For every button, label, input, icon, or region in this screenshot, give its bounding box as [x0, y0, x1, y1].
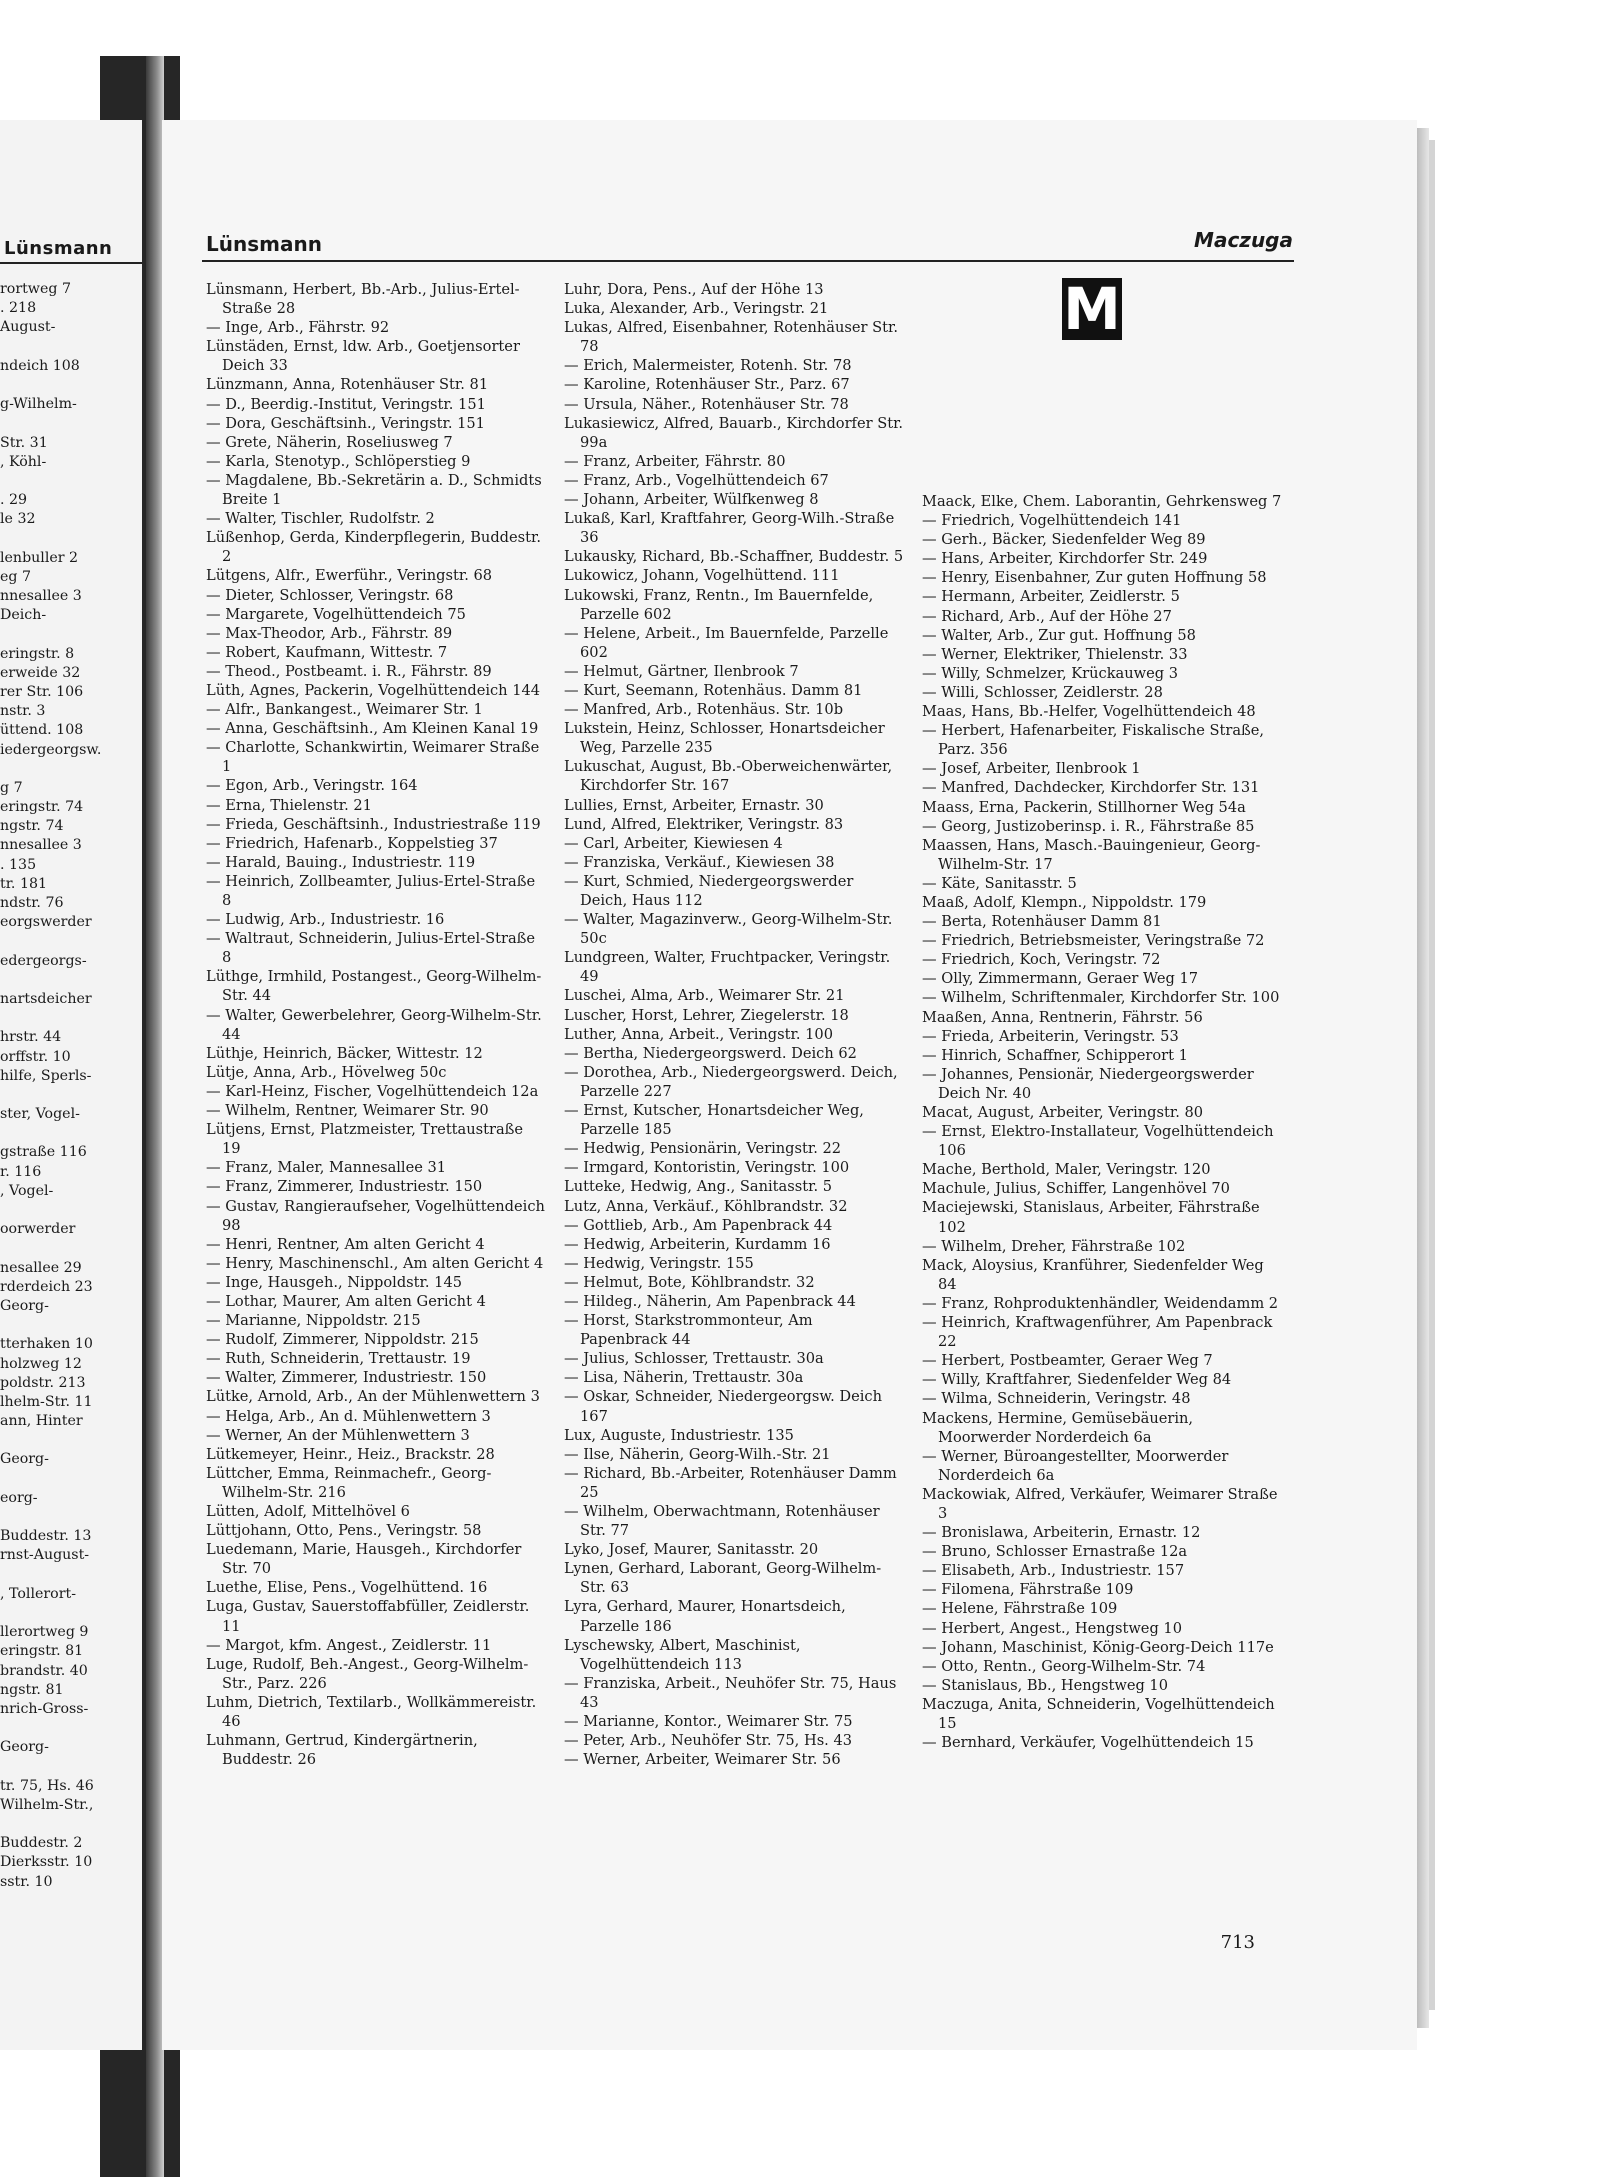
directory-entry: — Lisa, Näherin, Trettaustr. 30a — [564, 1369, 804, 1387]
directory-entry: Lüttjohann, Otto, Pens., Veringstr. 58 — [206, 1522, 482, 1540]
left-page-line: . 135 — [0, 856, 37, 873]
left-page-line: holzweg 12 — [0, 1355, 82, 1372]
directory-entry: Lüßenhop, Gerda, Kinderpflegerin, Buddestr. 2 — [206, 529, 542, 566]
directory-entry: — D., Beerdig.-Institut, Veringstr. 151 — [206, 395, 486, 413]
directory-entry: Mackowiak, Alfred, Verkäufer, Weimarer Straße 3 — [922, 1485, 1278, 1522]
directory-entry: Lüthje, Heinrich, Bäcker, Wittestr. 12 — [206, 1044, 483, 1062]
left-page-line: Georg- — [0, 1451, 49, 1468]
directory-entry: — Bruno, Schlosser Ernastraße 12a — [922, 1543, 1188, 1561]
left-page-line: nnesallee 3 — [0, 588, 82, 604]
directory-entry: — Bernhard, Verkäufer, Vogelhüttendeich 15 — [922, 1734, 1254, 1752]
left-page-line: eg 7 — [0, 568, 32, 585]
left-page-line: le 32 — [0, 511, 36, 528]
directory-entry: — Carl, Arbeiter, Kiewiesen 4 — [564, 834, 783, 852]
directory-entry: — Max-Theodor, Arb., Fährstr. 89 — [206, 624, 453, 642]
directory-entry: — Käte, Sanitasstr. 5 — [922, 874, 1077, 892]
left-page-line — [0, 1009, 142, 1028]
directory-entry: — Margarete, Vogelhüttendeich 75 — [206, 605, 466, 623]
directory-entry: — Henry, Maschinenschl., Am alten Gericht 4 — [206, 1254, 544, 1272]
directory-entry: — Irmgard, Kontoristin, Veringstr. 100 — [564, 1159, 850, 1177]
directory-entry: — Hildeg., Näherin, Am Papenbrack 44 — [564, 1292, 856, 1310]
left-page-line: eringstr. 74 — [0, 799, 84, 816]
left-page-line: ndstr. 76 — [0, 895, 64, 911]
left-page-line: ster, Vogel- — [0, 1106, 80, 1123]
directory-entry: Luhm, Dietrich, Textilarb., Wollkämmereistr. 46 — [206, 1693, 537, 1731]
directory-entry: Mack, Aloysius, Kranführer, Siedenfelder Weg 84 — [922, 1256, 1264, 1293]
directory-entry: — Henri, Rentner, Am alten Gericht 4 — [206, 1235, 485, 1253]
left-page-line — [0, 1815, 142, 1834]
left-page-line: August- — [0, 319, 56, 336]
directory-entry: Maciejewski, Stanislaus, Arbeiter, Fährstraße 102 — [922, 1199, 1260, 1236]
left-page-line: eringstr. 8 — [0, 645, 75, 662]
directory-entry: — Wilhelm, Dreher, Fährstraße 102 — [922, 1237, 1186, 1255]
directory-entry: — Anna, Geschäftsinh., Am Kleinen Kanal 19 — [206, 720, 539, 738]
directory-entry: — Dorothea, Arb., Niedergeorgswerd. Deich, Parzelle 227 — [564, 1063, 898, 1100]
left-page-line: Georg- — [0, 1297, 49, 1314]
directory-entry: — Berta, Rotenhäuser Damm 81 — [922, 913, 1162, 931]
left-page-line — [0, 1201, 142, 1220]
directory-entry: Lutz, Anna, Verkäuf., Köhlbrandstr. 32 — [564, 1197, 848, 1215]
left-page-line — [0, 529, 142, 548]
left-page-line: eringstr. 81 — [0, 1643, 84, 1660]
directory-entry: — Henry, Eisenbahner, Zur guten Hoffnung 58 — [922, 569, 1267, 587]
directory-entry: — Heinrich, Zollbeamter, Julius-Ertel-Straße 8 — [206, 872, 536, 909]
directory-entry: — Stanislaus, Bb., Hengstweg 10 — [922, 1676, 1169, 1694]
directory-entry: — Richard, Bb.-Arbeiter, Rotenhäuser Damm 25 — [564, 1464, 897, 1501]
directory-entry: Luka, Alexander, Arb., Veringstr. 21 — [564, 300, 829, 318]
directory-entry: — Marianne, Kontor., Weimarer Str. 75 — [564, 1713, 853, 1731]
directory-entry: — Karla, Stenotyp., Schlöperstieg 9 — [206, 452, 471, 470]
directory-entry: — Wilhelm, Schriftenmaler, Kirchdorfer Str. 100 — [922, 989, 1280, 1007]
left-page-line: lhelm-Str. 11 — [0, 1393, 93, 1410]
directory-entry: Lyschewsky, Albert, Maschinist, Vogelhüttendeich 113 — [564, 1636, 801, 1673]
directory-entry: — Karoline, Rotenhäuser Str., Parz. 67 — [564, 376, 850, 394]
directory-entry: — Manfred, Dachdecker, Kirchdorfer Str. 131 — [922, 779, 1260, 797]
directory-entry: Mache, Berthold, Maler, Veringstr. 120 — [922, 1161, 1211, 1179]
directory-entry: Lukaß, Karl, Kraftfahrer, Georg-Wilh.-Straße 36 — [564, 510, 895, 547]
left-page-line: g-Wilhelm- — [0, 396, 77, 413]
directory-entry: — Erna, Thielenstr. 21 — [206, 796, 372, 814]
directory-entry: — Grete, Näherin, Roseliusweg 7 — [206, 433, 453, 451]
directory-entry: Lukuschat, August, Bb.-Oberweichenwärter, Kirchdorfer Str. 167 — [564, 758, 893, 795]
directory-entry: — Inge, Hausgeh., Nippoldstr. 145 — [206, 1273, 463, 1291]
directory-entry: — Werner, An der Mühlenwettern 3 — [206, 1426, 470, 1444]
directory-entry: — Lothar, Maurer, Am alten Gericht 4 — [206, 1292, 486, 1310]
directory-entry: Lukowicz, Johann, Vogelhüttend. 111 — [564, 567, 840, 585]
directory-entry: — Helene, Arbeit., Im Bauernfelde, Parzelle 602 — [564, 624, 889, 661]
directory-entry: — Johann, Maschinist, König-Georg-Deich 117e — [922, 1638, 1274, 1656]
left-page-line — [0, 1566, 142, 1585]
directory-entry: — Rudolf, Zimmerer, Nippoldstr. 215 — [206, 1331, 479, 1349]
directory-entry: Maaß, Adolf, Klempn., Nippoldstr. 179 — [922, 893, 1207, 911]
left-page-line — [0, 1239, 142, 1258]
directory-entry: — Helga, Arb., An d. Mühlenwettern 3 — [206, 1407, 491, 1425]
directory-entry: — Margot, kfm. Angest., Zeidlerstr. 11 — [206, 1636, 492, 1654]
directory-entry: — Johann, Arbeiter, Wülfkenweg 8 — [564, 491, 819, 509]
left-page-line — [0, 1719, 142, 1738]
left-page-line: rer Str. 106 — [0, 683, 84, 700]
directory-entry: Lukowski, Franz, Rentn., Im Bauernfelde, Parzelle 602 — [564, 586, 874, 623]
left-page-header: Lünsmann — [4, 238, 113, 259]
directory-entry: — Josef, Arbeiter, Ilenbrook 1 — [922, 760, 1141, 778]
directory-entry: — Hedwig, Pensionärin, Veringstr. 22 — [564, 1140, 842, 1158]
directory-entry: — Theod., Postbeamt. i. R., Fährstr. 89 — [206, 662, 492, 680]
directory-entry: Maack, Elke, Chem. Laborantin, Gehrkensweg 7 — [922, 493, 1282, 510]
directory-entry: — Dora, Geschäftsinh., Veringstr. 151 — [206, 414, 485, 432]
left-page-line — [0, 376, 142, 395]
left-page-line: hrstr. 44 — [0, 1029, 62, 1046]
left-page-line: ndeich 108 — [0, 357, 80, 374]
left-page-line: gstraße 116 — [0, 1144, 87, 1161]
left-page-line: tterhaken 10 — [0, 1336, 93, 1353]
left-page-line: , Köhl- — [0, 453, 47, 470]
left-page-line: r. 116 — [0, 1163, 42, 1180]
left-page-line — [0, 1508, 142, 1527]
directory-entry: Lukausky, Richard, Bb.-Schaffner, Buddestr. 5 — [564, 548, 904, 566]
directory-entry: Luge, Rudolf, Beh.-Angest., Georg-Wilhelm-Str., Parz. 226 — [206, 1655, 529, 1692]
directory-entry: — Julius, Schlosser, Trettaustr. 30a — [564, 1350, 824, 1368]
left-page-line: ann, Hinter — [0, 1413, 83, 1430]
directory-entry: Lullies, Ernst, Arbeiter, Ernastr. 30 — [564, 796, 824, 814]
left-page-line: Dierksstr. 10 — [0, 1854, 93, 1871]
directory-entry: Luhmann, Gertrud, Kindergärtnerin, Buddestr. 26 — [206, 1732, 478, 1769]
directory-entry: — Magdalene, Bb.-Sekretärin a. D., Schmidts Breite 1 — [206, 471, 542, 509]
page-edge — [1417, 128, 1429, 2028]
left-page-line: oorwerder — [0, 1221, 76, 1238]
directory-entry: Lyko, Josef, Maurer, Sanitasstr. 20 — [564, 1541, 819, 1559]
left-page-line: Str. 31 — [0, 434, 48, 451]
running-head-left: Lünsmann — [206, 232, 322, 256]
directory-entry: Macat, August, Arbeiter, Veringstr. 80 — [922, 1104, 1204, 1121]
left-page-line: rderdeich 23 — [0, 1278, 93, 1295]
directory-entry: Lünstäden, Ernst, ldw. Arb., Goetjensorter Deich 33 — [206, 338, 520, 375]
directory-entry: Lüttcher, Emma, Reinmachefr., Georg-Wilhelm-Str. 216 — [206, 1464, 492, 1501]
directory-entry: Luethe, Elise, Pens., Vogelhüttend. 16 — [206, 1579, 488, 1597]
directory-entry: — Richard, Arb., Auf der Höhe 27 — [922, 607, 1172, 625]
directory-entry: — Johannes, Pensionär, Niedergeorgswerder Deich Nr. 40 — [922, 1065, 1254, 1102]
directory-entry: — Herbert, Postbeamter, Geraer Weg 7 — [922, 1352, 1213, 1370]
left-page-line: edergeorgs- — [0, 952, 87, 969]
directory-entry: — Olly, Zimmermann, Geraer Weg 17 — [922, 970, 1199, 988]
directory-entry: Luhr, Dora, Pens., Auf der Höhe 13 — [564, 281, 824, 298]
directory-entry: — Werner, Büroangestellter, Moorwerder Norderdeich 6a — [922, 1447, 1229, 1484]
left-page-line: eorgswerder — [0, 914, 92, 931]
left-page-line — [0, 1316, 142, 1335]
directory-entry: — Friedrich, Koch, Veringstr. 72 — [922, 951, 1161, 969]
directory-entry: — Waltraut, Schneiderin, Julius-Ertel-Straße 8 — [206, 930, 536, 967]
directory-entry: Lundgreen, Walter, Fruchtpacker, Veringstr. 49 — [564, 949, 891, 986]
section-letter: M — [1063, 275, 1121, 343]
left-page-line: ngstr. 81 — [0, 1681, 64, 1698]
left-page-line: orffstr. 10 — [0, 1048, 71, 1065]
left-page-line: Wilhelm-Str., — [0, 1796, 94, 1813]
left-page-line: Deich- — [0, 607, 47, 624]
left-page-line: rortweg 7 — [0, 281, 71, 297]
left-page — [0, 120, 142, 2050]
directory-entry: — Harald, Bauing., Industriestr. 119 — [206, 853, 476, 871]
directory-entry: Lünsmann, Herbert, Bb.-Arb., Julius-Ertel-Straße 28 — [206, 281, 520, 318]
directory-entry: — Willy, Schmelzer, Krückauweg 3 — [922, 664, 1179, 682]
directory-entry: — Werner, Elektriker, Thielenstr. 33 — [922, 645, 1188, 663]
directory-entry: Lütten, Adolf, Mittelhövel 6 — [206, 1503, 410, 1520]
directory-entry: — Franz, Rohproduktenhändler, Weidendamm 2 — [922, 1294, 1279, 1312]
directory-entry: — Franz, Maler, Mannesallee 31 — [206, 1159, 447, 1177]
directory-entry: — Herbert, Angest., Hengstweg 10 — [922, 1619, 1182, 1637]
left-page-line: rnst-August- — [0, 1547, 90, 1564]
directory-entry: — Karl-Heinz, Fischer, Vogelhüttendeich 12a — [206, 1082, 539, 1100]
header-rule — [202, 260, 1294, 262]
directory-entry: — Heinrich, Kraftwagenführer, Am Papenbrack 22 — [922, 1314, 1273, 1351]
directory-entry: Lyra, Gerhard, Maurer, Honartsdeich, Parzelle 186 — [564, 1598, 846, 1635]
directory-entry: — Gottlieb, Arb., Am Papenbrack 44 — [564, 1216, 833, 1234]
left-header-rule — [0, 262, 142, 264]
directory-entry: Lukstein, Heinz, Schlosser, Honartsdeicher Weg, Parzelle 235 — [564, 720, 885, 757]
directory-entry: — Wilhelm, Oberwachtmann, Rotenhäuser Str. 77 — [564, 1503, 880, 1540]
directory-entry: — Willy, Kraftfahrer, Siedenfelder Weg 84 — [922, 1371, 1232, 1389]
directory-entry: — Kurt, Seemann, Rotenhäus. Damm 81 — [564, 681, 863, 699]
directory-entry: Machule, Julius, Schiffer, Langenhövel 70 — [922, 1180, 1230, 1198]
directory-entry: Lux, Auguste, Industriestr. 135 — [564, 1426, 794, 1444]
left-page-line — [0, 1604, 142, 1623]
directory-entry: Mackens, Hermine, Gemüsebäuerin, Moorwerder Norderdeich 6a — [922, 1409, 1194, 1446]
left-page-line: nstr. 3 — [0, 703, 46, 720]
directory-entry: — Franz, Zimmerer, Industriestr. 150 — [206, 1178, 483, 1196]
directory-entry: Maaßen, Anna, Rentnerin, Fährstr. 56 — [922, 1008, 1203, 1026]
directory-entry: — Gustav, Rangieraufseher, Vogelhüttendeich 98 — [206, 1197, 545, 1234]
directory-entry: Lukasiewicz, Alfred, Bauarb., Kirchdorfer Str. 99a — [564, 414, 904, 451]
directory-entry: — Elisabeth, Arb., Industriestr. 157 — [922, 1562, 1185, 1580]
left-page-line: Buddestr. 2 — [0, 1835, 83, 1852]
directory-entry: — Horst, Starkstrommonteur, Am Papenbrack 44 — [564, 1312, 813, 1349]
directory-entry: — Hinrich, Schaffner, Schipperort 1 — [922, 1046, 1188, 1064]
left-page-line: nrich-Gross- — [0, 1700, 89, 1717]
directory-entry: — Hans, Arbeiter, Kirchdorfer Str. 249 — [922, 550, 1208, 568]
directory-entry: — Walter, Arb., Zur gut. Hoffnung 58 — [922, 626, 1196, 644]
left-page-line — [0, 472, 142, 491]
directory-entry: Lünzmann, Anna, Rotenhäuser Str. 81 — [206, 376, 489, 394]
left-page-line: tr. 75, Hs. 46 — [0, 1777, 94, 1794]
left-page-line: tr. 181 — [0, 875, 48, 892]
directory-column-3 — [922, 492, 1282, 1752]
directory-entry: Luschei, Alma, Arb., Weimarer Str. 21 — [564, 987, 845, 1005]
left-page-line — [0, 1124, 142, 1143]
left-page-line — [0, 932, 142, 951]
directory-entry: — Friedrich, Hafenarb., Koppelstieg 37 — [206, 834, 498, 852]
directory-entry: — Alfr., Bankangest., Weimarer Str. 1 — [206, 701, 483, 719]
page-edge-inner — [1429, 140, 1435, 2010]
directory-entry: Lukas, Alfred, Eisenbahner, Rotenhäuser Str. 78 — [564, 319, 899, 356]
directory-entry: — Ruth, Schneiderin, Trettaustr. 19 — [206, 1350, 471, 1368]
directory-entry: — Kurt, Schmied, Niedergeorgswerder Deich, Haus 112 — [564, 872, 854, 909]
directory-entry: — Bertha, Niedergeorgswerd. Deich 62 — [564, 1044, 857, 1062]
left-page-line: . 218 — [0, 300, 37, 317]
directory-entry: — Bronislawa, Arbeiterin, Ernastr. 12 — [922, 1524, 1201, 1542]
left-page-line — [0, 1470, 142, 1489]
left-page-line: nartsdeicher — [0, 990, 92, 1007]
left-page-line: , Vogel- — [0, 1182, 54, 1199]
directory-entry: — Erich, Malermeister, Rotenh. Str. 78 — [564, 357, 852, 375]
left-page-line: ngstr. 74 — [0, 818, 64, 835]
directory-entry: Lüth, Agnes, Packerin, Vogelhüttendeich 144 — [206, 681, 541, 699]
left-page-line: üttend. 108 — [0, 722, 84, 739]
left-page-line — [0, 414, 142, 433]
directory-entry: Lütkemeyer, Heinr., Heiz., Brackstr. 28 — [206, 1445, 495, 1463]
directory-entry: — Robert, Kaufmann, Wittestr. 7 — [206, 643, 448, 661]
directory-entry: — Frieda, Geschäftsinh., Industriestraße 119 — [206, 815, 541, 833]
directory-entry: — Inge, Arb., Fährstr. 92 — [206, 319, 390, 337]
directory-entry: — Franziska, Verkäuf., Kiewiesen 38 — [564, 853, 835, 871]
left-page-line: Georg- — [0, 1739, 49, 1756]
directory-entry: — Hedwig, Arbeiterin, Kurdamm 16 — [564, 1235, 831, 1253]
directory-entry: — Walter, Zimmerer, Industriestr. 150 — [206, 1369, 487, 1387]
directory-entry: — Hermann, Arbeiter, Zeidlerstr. 5 — [922, 588, 1180, 606]
directory-entry: Maas, Hans, Bb.-Helfer, Vogelhüttendeich 48 — [922, 703, 1256, 721]
directory-entry: — Marianne, Nippoldstr. 215 — [206, 1312, 421, 1330]
directory-entry: Luther, Anna, Arbeit., Veringstr. 100 — [564, 1025, 833, 1043]
directory-entry: — Helmut, Gärtner, Ilenbrook 7 — [564, 662, 799, 680]
directory-entry: Lütje, Anna, Arb., Hövelweg 50c — [206, 1063, 447, 1081]
page-number: 713 — [1220, 1932, 1255, 1953]
directory-entry: Luedemann, Marie, Hausgeh., Kirchdorfer Str. 70 — [206, 1541, 522, 1578]
directory-entry: Lütjens, Ernst, Platzmeister, Trettaustraße 19 — [206, 1121, 524, 1158]
left-page-line: brandstr. 40 — [0, 1662, 88, 1679]
directory-entry: — Egon, Arb., Veringstr. 164 — [206, 777, 418, 795]
left-page-line: erweide 32 — [0, 664, 81, 681]
directory-entry: — Friedrich, Vogelhüttendeich 141 — [922, 512, 1182, 530]
directory-entry: — Werner, Arbeiter, Weimarer Str. 56 — [564, 1751, 841, 1769]
left-page-line: eorg- — [0, 1489, 38, 1506]
directory-entry: Maass, Erna, Packerin, Stillhorner Weg 54a — [922, 798, 1246, 816]
directory-entry: — Ernst, Elektro-Installateur, Vogelhüttendeich 106 — [922, 1123, 1274, 1160]
directory-entry: — Franz, Arb., Vogelhüttendeich 67 — [564, 471, 829, 489]
directory-entry: — Peter, Arb., Neuhöfer Str. 75, Hs. 43 — [564, 1732, 853, 1750]
directory-entry: Lüthge, Irmhild, Postangest., Georg-Wilhelm-Str. 44 — [206, 968, 542, 1005]
directory-entry: Lutteke, Hedwig, Ang., Sanitasstr. 5 — [564, 1178, 833, 1196]
directory-entry: — Filomena, Fährstraße 109 — [922, 1581, 1134, 1599]
left-page-line: hilfe, Sperls- — [0, 1067, 92, 1084]
left-page-line — [0, 1431, 142, 1450]
left-page-line — [0, 1086, 142, 1105]
directory-column-1 — [206, 280, 546, 1769]
left-page-line — [0, 760, 142, 779]
directory-entry: — Walter, Gewerbelehrer, Georg-Wilhelm-Str. 44 — [206, 1006, 542, 1043]
directory-entry: Lund, Alfred, Elektriker, Veringstr. 83 — [564, 815, 844, 833]
directory-entry: — Ludwig, Arb., Industriestr. 16 — [206, 911, 445, 929]
directory-entry: — Frieda, Arbeiterin, Veringstr. 53 — [922, 1027, 1179, 1045]
directory-entry: Luga, Gustav, Sauerstoffabfüller, Zeidlerstr. 11 — [206, 1598, 530, 1635]
directory-entry: — Manfred, Arb., Rotenhäus. Str. 10b — [564, 701, 844, 719]
running-head-right: Maczuga — [1194, 228, 1293, 252]
directory-entry: — Herbert, Hafenarbeiter, Fiskalische Straße, Parz. 356 — [922, 722, 1265, 759]
directory-entry: — Walter, Tischler, Rudolfstr. 2 — [206, 510, 435, 528]
directory-entry: — Dieter, Schlosser, Veringstr. 68 — [206, 586, 454, 604]
directory-entry: — Hedwig, Veringstr. 155 — [564, 1254, 754, 1272]
directory-entry: — Gerh., Bäcker, Siedenfelder Weg 89 — [922, 531, 1206, 549]
directory-entry: Lütgens, Alfr., Ewerführ., Veringstr. 68 — [206, 567, 493, 585]
left-page-line — [0, 625, 142, 644]
directory-entry: Luscher, Horst, Lehrer, Ziegelerstr. 18 — [564, 1006, 849, 1024]
directory-entry: — Ernst, Kutscher, Honartsdeicher Weg, Parzelle 185 — [564, 1102, 864, 1139]
left-page-line: nesallee 29 — [0, 1259, 82, 1276]
left-page-line — [0, 338, 142, 357]
directory-column-2 — [564, 280, 904, 1769]
directory-entry: — Helmut, Bote, Köhlbrandstr. 32 — [564, 1273, 815, 1291]
left-page-line: , Tollerort- — [0, 1585, 76, 1602]
directory-entry: Lütke, Arnold, Arb., An der Mühlenwettern 3 — [206, 1388, 540, 1406]
directory-entry: — Franziska, Arbeit., Neuhöfer Str. 75, Haus 43 — [564, 1674, 897, 1711]
directory-entry: — Walter, Magazinverw., Georg-Wilhelm-Str. 50c — [564, 911, 893, 948]
directory-entry: — Charlotte, Schankwirtin, Weimarer Straße 1 — [206, 739, 540, 776]
directory-entry: Maassen, Hans, Masch.-Bauingenieur, Georg-Wilhelm-Str. 17 — [922, 836, 1261, 873]
left-page-line: Buddestr. 13 — [0, 1528, 92, 1545]
directory-entry: — Otto, Rentn., Georg-Wilhelm-Str. 74 — [922, 1657, 1206, 1675]
directory-entry: — Friedrich, Betriebsmeister, Veringstraße 72 — [922, 932, 1265, 950]
directory-entry: — Oskar, Schneider, Niedergeorgsw. Deich 167 — [564, 1388, 882, 1425]
directory-entry: — Wilhelm, Rentner, Weimarer Str. 90 — [206, 1102, 489, 1120]
left-page-line — [0, 1757, 142, 1776]
directory-entry: — Wilma, Schneiderin, Veringstr. 48 — [922, 1390, 1191, 1408]
left-page-text — [0, 280, 142, 1892]
directory-entry: — Franz, Arbeiter, Fährstr. 80 — [564, 452, 786, 470]
directory-entry: — Ilse, Näherin, Georg-Wilh.-Str. 21 — [564, 1445, 831, 1463]
left-page-line: llerortweg 9 — [0, 1624, 89, 1641]
left-page-line — [0, 971, 142, 990]
left-page-line: poldstr. 213 — [0, 1374, 86, 1391]
left-page-line: iedergeorgsw. — [0, 741, 102, 758]
right-page — [162, 120, 1417, 2050]
directory-entry: — Helene, Fährstraße 109 — [922, 1600, 1118, 1618]
left-page-line: g 7 — [0, 779, 23, 796]
directory-entry: Maczuga, Anita, Schneiderin, Vogelhüttendeich 15 — [922, 1695, 1275, 1732]
directory-entry: — Willi, Schlosser, Zeidlerstr. 28 — [922, 683, 1163, 701]
left-page-line: . 29 — [0, 492, 28, 509]
left-page-line: sstr. 10 — [0, 1873, 53, 1890]
left-page-line: nnesallee 3 — [0, 837, 82, 854]
directory-entry: — Georg, Justizoberinsp. i. R., Fährstraße 85 — [922, 817, 1255, 835]
directory-entry: Lynen, Gerhard, Laborant, Georg-Wilhelm-Str. 63 — [564, 1560, 882, 1597]
directory-entry: — Ursula, Näher., Rotenhäuser Str. 78 — [564, 395, 849, 413]
left-page-line: lenbuller 2 — [0, 549, 79, 566]
